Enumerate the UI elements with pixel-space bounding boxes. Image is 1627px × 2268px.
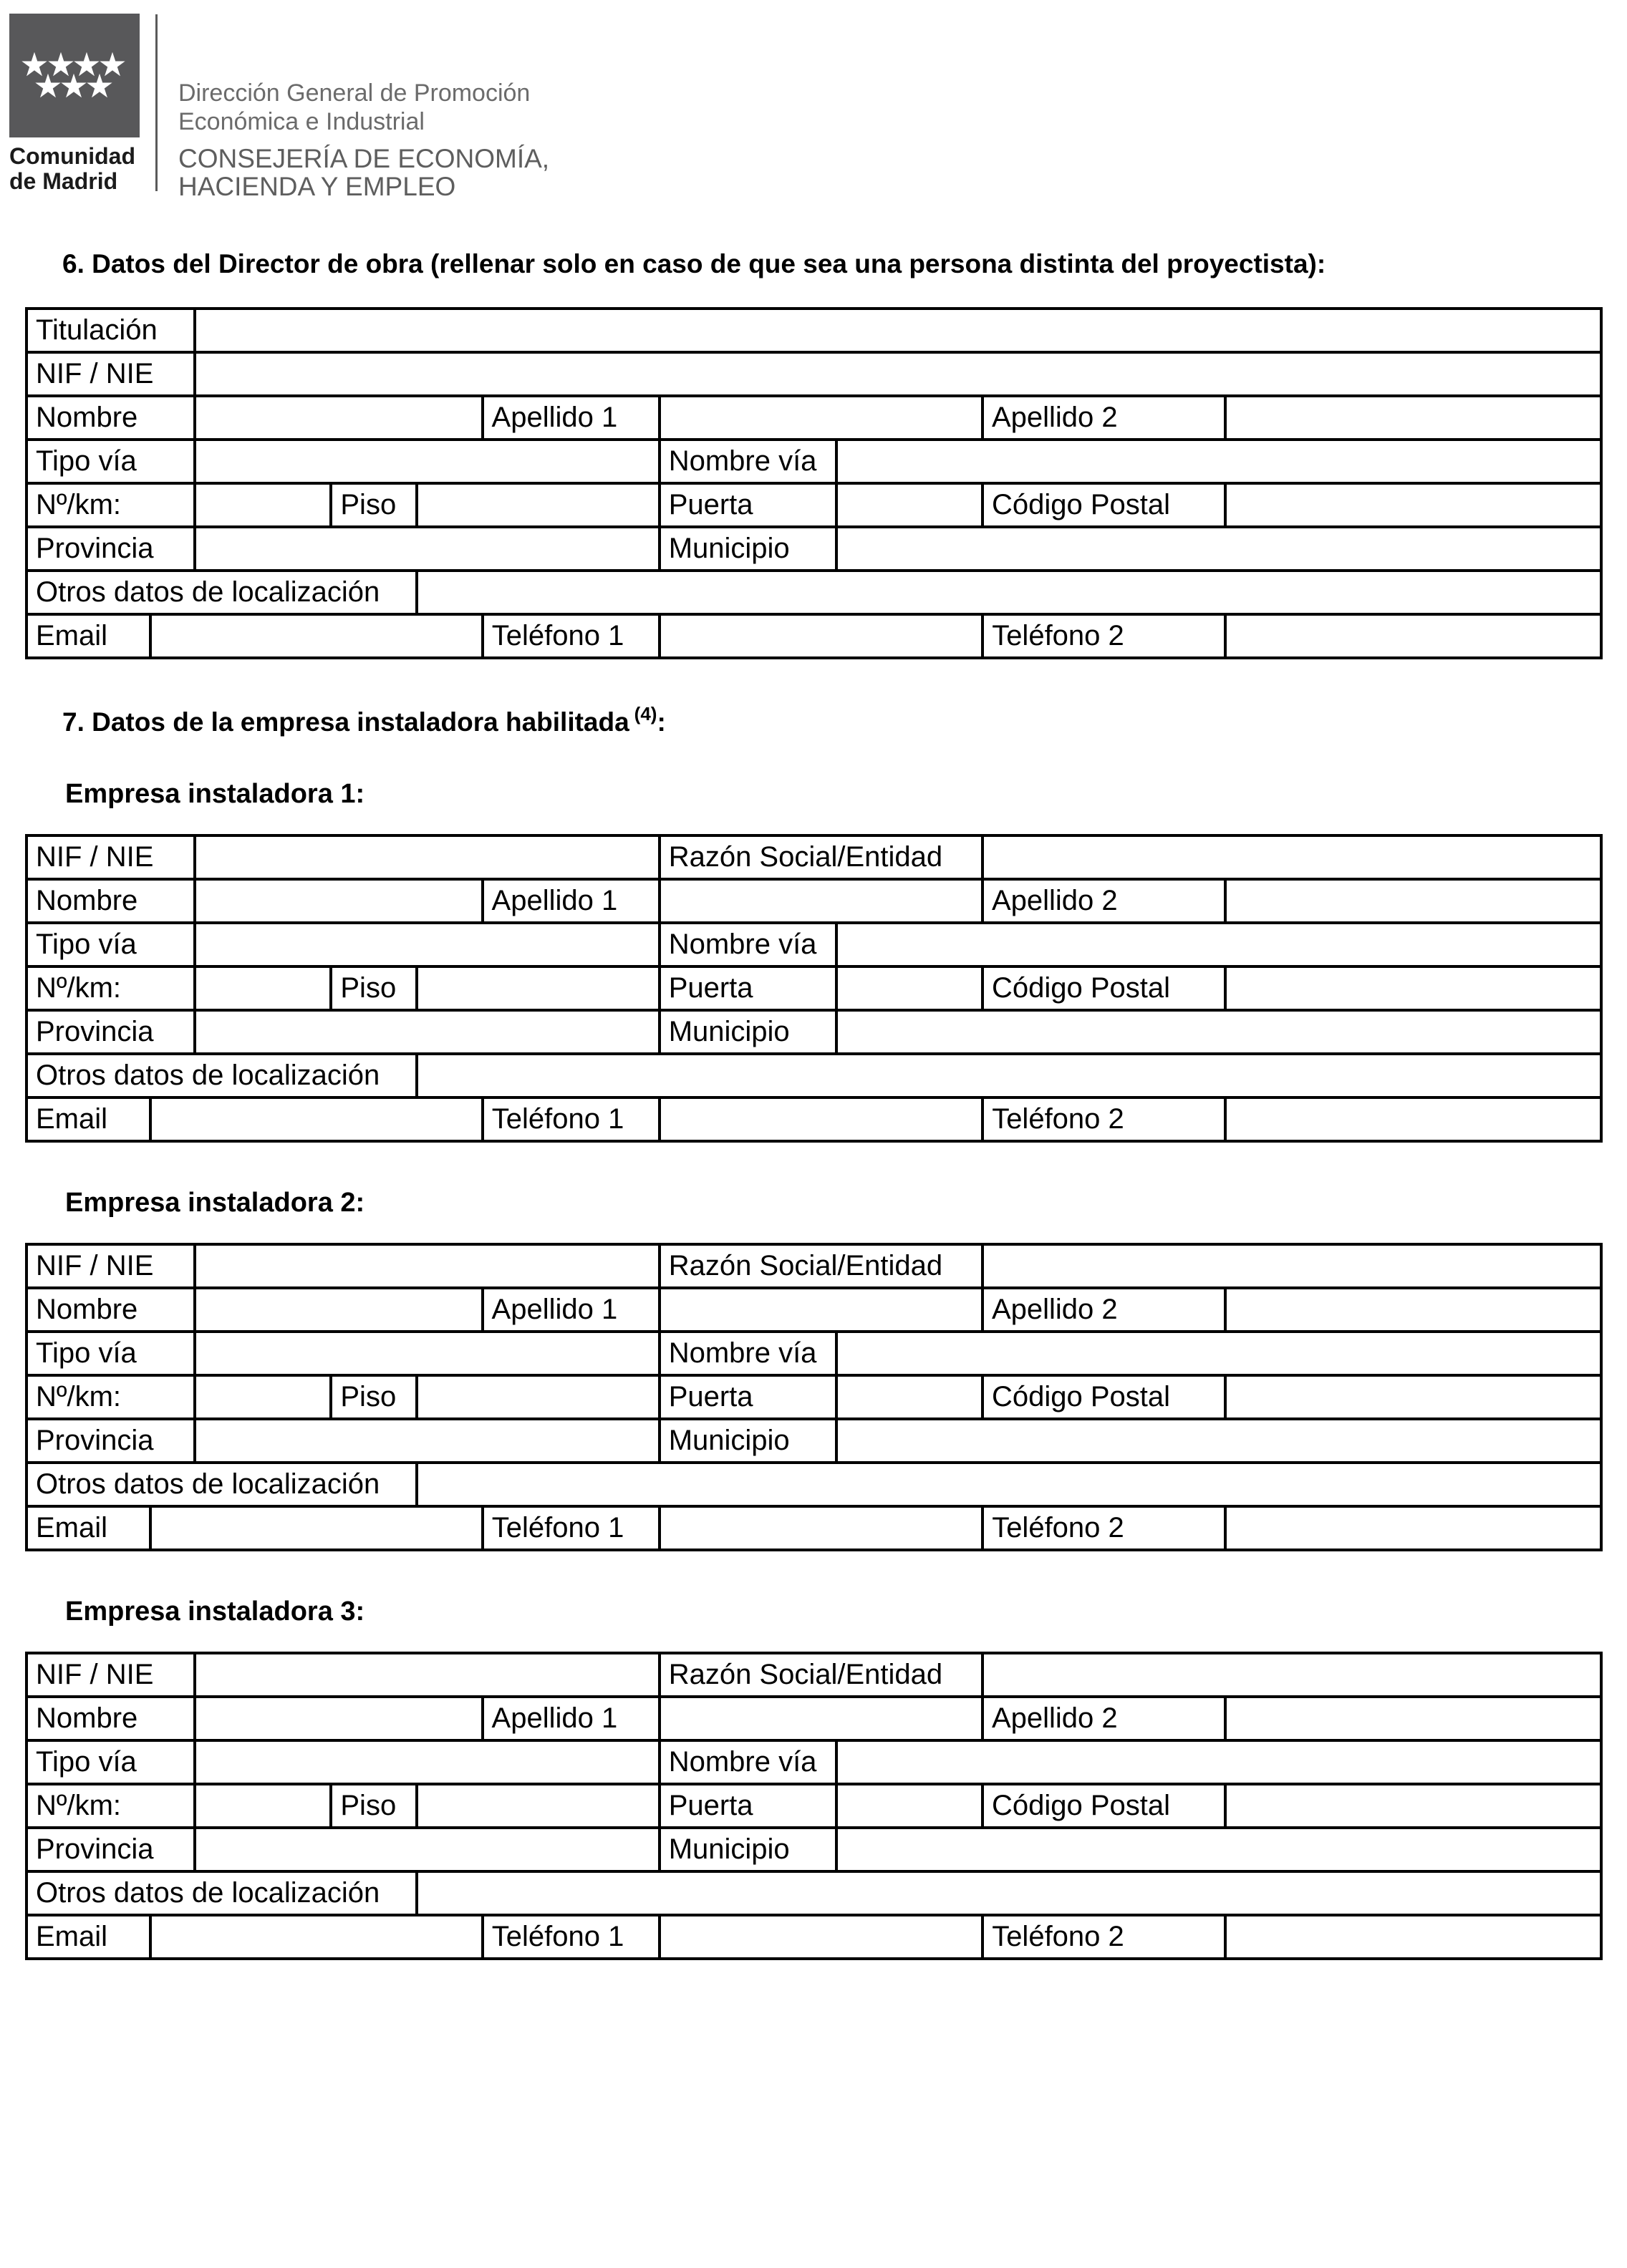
field-apellido-1[interactable] — [661, 1698, 984, 1739]
section6-title: 6. Datos del Director de obra (rellenar solo en caso de que sea una persona distinta del proyectista): — [62, 249, 1326, 278]
field-n-km[interactable] — [196, 1785, 332, 1826]
label-nif-nie: NIF / NIE — [28, 354, 196, 394]
label-telefono-2: Teléfono 2 — [984, 616, 1227, 656]
label-municipio: Municipio — [661, 1829, 838, 1870]
field-codigo-postal[interactable] — [1227, 1785, 1600, 1826]
field-razon-social-entidad[interactable] — [984, 1246, 1600, 1286]
field-n-km[interactable] — [196, 968, 332, 1009]
table-row — [28, 924, 1600, 968]
table-row — [28, 354, 1600, 397]
field-provincia[interactable] — [196, 1829, 661, 1870]
field-apellido-1[interactable] — [661, 1289, 984, 1330]
field-telefono-1[interactable] — [661, 616, 984, 656]
label-municipio: Municipio — [661, 1012, 838, 1052]
label-tipo-via: Tipo vía — [28, 1333, 196, 1374]
label-nif-nie: NIF / NIE — [28, 1654, 196, 1695]
field-tipo-via[interactable] — [196, 924, 661, 965]
label-email: Email — [28, 616, 152, 656]
field-puerta[interactable] — [838, 1377, 984, 1418]
field-apellido-2[interactable] — [1227, 881, 1600, 921]
field-municipio[interactable] — [838, 1012, 1600, 1052]
label-n-km: Nº/km: — [28, 968, 196, 1009]
table-row — [28, 485, 1600, 528]
empresa-instaladora-1-table — [25, 834, 1603, 1143]
table-row — [28, 616, 1600, 656]
field-razon-social-entidad[interactable] — [984, 1654, 1600, 1695]
comunidad-de-madrid-wordmark — [9, 144, 135, 194]
empresa-instaladora-3-table — [25, 1652, 1603, 1960]
field-apellido-2[interactable] — [1227, 397, 1600, 438]
label-piso: Piso — [332, 968, 418, 1009]
table-row — [28, 1742, 1600, 1785]
field-municipio[interactable] — [838, 1829, 1600, 1870]
field-nombre[interactable] — [196, 1698, 483, 1739]
table-row — [28, 1055, 1600, 1099]
label-nombre-via: Nombre vía — [661, 924, 838, 965]
field-nombre-via[interactable] — [838, 441, 1600, 482]
table-row — [28, 1464, 1600, 1508]
label-piso: Piso — [332, 1785, 418, 1826]
field-codigo-postal[interactable] — [1227, 968, 1600, 1009]
field-otros-datos-de-localizacion[interactable] — [418, 1464, 1600, 1505]
table-row — [28, 1785, 1600, 1829]
consejeria-line2: HACIENDA Y EMPLEO — [178, 172, 456, 201]
table-row — [28, 1508, 1600, 1549]
field-telefono-2[interactable] — [1227, 1916, 1600, 1957]
field-nombre-via[interactable] — [838, 1333, 1600, 1374]
label-puerta: Puerta — [661, 1785, 838, 1826]
label-apellido-1: Apellido 1 — [484, 1289, 661, 1330]
field-titulacion[interactable] — [196, 310, 1600, 351]
field-provincia[interactable] — [196, 528, 661, 569]
table-row — [28, 1873, 1600, 1916]
label-razon-social-entidad: Razón Social/Entidad — [661, 1246, 984, 1286]
field-tipo-via[interactable] — [196, 441, 661, 482]
wordmark-line1: Comunidad — [9, 143, 135, 169]
field-tipo-via[interactable] — [196, 1742, 661, 1783]
label-apellido-2: Apellido 2 — [984, 397, 1227, 438]
label-piso: Piso — [332, 485, 418, 525]
table-row — [28, 397, 1600, 441]
label-razon-social-entidad: Razón Social/Entidad — [661, 837, 984, 878]
table-row — [28, 1099, 1600, 1140]
field-puerta[interactable] — [838, 968, 984, 1009]
star-icon: ★ — [59, 67, 89, 105]
label-n-km: Nº/km: — [28, 1785, 196, 1826]
label-tipo-via: Tipo vía — [28, 1742, 196, 1783]
label-telefono-2: Teléfono 2 — [984, 1508, 1227, 1549]
table-row — [28, 310, 1600, 354]
label-puerta: Puerta — [661, 1377, 838, 1418]
table-row — [28, 1698, 1600, 1742]
table-row — [28, 1289, 1600, 1333]
header-divider — [155, 14, 158, 191]
label-provincia: Provincia — [28, 1012, 196, 1052]
field-telefono-2[interactable] — [1227, 1508, 1600, 1549]
field-telefono-1[interactable] — [661, 1916, 984, 1957]
label-apellido-2: Apellido 2 — [984, 1289, 1227, 1330]
field-apellido-1[interactable] — [661, 397, 984, 438]
label-apellido-1: Apellido 1 — [484, 881, 661, 921]
star-icon: ★ — [33, 67, 63, 105]
empresa-instaladora-1-title: Empresa instaladora 1: — [65, 779, 365, 809]
table-row — [28, 1333, 1600, 1377]
label-otros-datos-de-localizacion: Otros datos de localización — [28, 1464, 418, 1505]
field-nombre[interactable] — [196, 1289, 483, 1330]
label-puerta: Puerta — [661, 485, 838, 525]
label-telefono-2: Teléfono 2 — [984, 1916, 1227, 1957]
label-razon-social-entidad: Razón Social/Entidad — [661, 1654, 984, 1695]
field-nif-nie[interactable] — [196, 837, 661, 878]
label-nif-nie: NIF / NIE — [28, 1246, 196, 1286]
direccion-general-line1: Dirección General de Promoción — [178, 79, 531, 107]
label-nif-nie: NIF / NIE — [28, 837, 196, 878]
field-nombre[interactable] — [196, 397, 483, 438]
table-row — [28, 837, 1600, 881]
section7-title-main: 7. Datos de la empresa instaladora habilitada — [62, 707, 629, 737]
field-apellido-2[interactable] — [1227, 1698, 1600, 1739]
field-otros-datos-de-localizacion[interactable] — [418, 1873, 1600, 1914]
label-email: Email — [28, 1508, 152, 1549]
field-piso[interactable] — [418, 1377, 661, 1418]
label-provincia: Provincia — [28, 1420, 196, 1461]
label-telefono-2: Teléfono 2 — [984, 1099, 1227, 1140]
field-telefono-2[interactable] — [1227, 616, 1600, 656]
table-row — [28, 1829, 1600, 1873]
label-apellido-1: Apellido 1 — [484, 1698, 661, 1739]
label-piso: Piso — [332, 1377, 418, 1418]
label-telefono-1: Teléfono 1 — [484, 616, 661, 656]
star-icon: ★ — [46, 46, 76, 83]
empresa-instaladora-2-title: Empresa instaladora 2: — [65, 1188, 365, 1218]
field-otros-datos-de-localizacion[interactable] — [418, 1055, 1600, 1096]
field-municipio[interactable] — [838, 1420, 1600, 1461]
label-titulacion: Titulación — [28, 310, 196, 351]
label-nombre-via: Nombre vía — [661, 1742, 838, 1783]
table-row — [28, 1012, 1600, 1055]
table-row — [28, 1654, 1600, 1698]
label-codigo-postal: Código Postal — [984, 485, 1227, 525]
table-row — [28, 881, 1600, 924]
form-content — [0, 247, 1627, 1960]
label-tipo-via: Tipo vía — [28, 924, 196, 965]
label-codigo-postal: Código Postal — [984, 968, 1227, 1009]
field-email[interactable] — [152, 1508, 483, 1549]
field-nombre[interactable] — [196, 881, 483, 921]
table-row — [28, 572, 1600, 616]
label-nombre-via: Nombre vía — [661, 441, 838, 482]
label-apellido-1: Apellido 1 — [484, 397, 661, 438]
label-codigo-postal: Código Postal — [984, 1785, 1227, 1826]
table-row — [28, 1420, 1600, 1464]
field-nif-nie[interactable] — [196, 354, 1600, 394]
table-row — [28, 968, 1600, 1012]
label-puerta: Puerta — [661, 968, 838, 1009]
label-provincia: Provincia — [28, 528, 196, 569]
field-puerta[interactable] — [838, 1785, 984, 1826]
field-nombre-via[interactable] — [838, 1742, 1600, 1783]
field-apellido-2[interactable] — [1227, 1289, 1600, 1330]
label-municipio: Municipio — [661, 1420, 838, 1461]
field-piso[interactable] — [418, 968, 661, 1009]
page-header — [0, 0, 1627, 215]
label-otros-datos-de-localizacion: Otros datos de localización — [28, 1873, 418, 1914]
field-municipio[interactable] — [838, 528, 1600, 569]
field-piso[interactable] — [418, 485, 661, 525]
table-row — [28, 1916, 1600, 1957]
direccion-general-line2: Económica e Industrial — [178, 108, 425, 135]
star-icon: ★ — [97, 46, 127, 83]
label-nombre: Nombre — [28, 1698, 196, 1739]
field-piso[interactable] — [418, 1785, 661, 1826]
field-razon-social-entidad[interactable] — [984, 837, 1600, 878]
label-telefono-1: Teléfono 1 — [484, 1099, 661, 1140]
empresa-instaladora-2-table — [25, 1243, 1603, 1551]
field-n-km[interactable] — [196, 1377, 332, 1418]
field-nombre-via[interactable] — [838, 924, 1600, 965]
label-municipio: Municipio — [661, 528, 838, 569]
label-n-km: Nº/km: — [28, 1377, 196, 1418]
label-nombre-via: Nombre vía — [661, 1333, 838, 1374]
field-telefono-1[interactable] — [661, 1099, 984, 1140]
table-row — [28, 1377, 1600, 1420]
star-icon: ★ — [85, 67, 115, 105]
label-apellido-2: Apellido 2 — [984, 1698, 1227, 1739]
director-de-obra-table — [25, 307, 1603, 659]
label-n-km: Nº/km: — [28, 485, 196, 525]
field-provincia[interactable] — [196, 1012, 661, 1052]
field-nif-nie[interactable] — [196, 1246, 661, 1286]
label-nombre: Nombre — [28, 881, 196, 921]
label-nombre: Nombre — [28, 397, 196, 438]
consejeria-line1: CONSEJERÍA DE ECONOMÍA, — [178, 144, 550, 173]
label-provincia: Provincia — [28, 1829, 196, 1870]
label-telefono-1: Teléfono 1 — [484, 1508, 661, 1549]
field-nif-nie[interactable] — [196, 1654, 661, 1695]
table-row — [28, 441, 1600, 485]
label-email: Email — [28, 1916, 152, 1957]
field-telefono-1[interactable] — [661, 1508, 984, 1549]
section7-title — [62, 697, 1603, 740]
department-block — [178, 79, 549, 200]
star-icon: ★ — [72, 46, 102, 83]
star-icon: ★ — [19, 46, 49, 83]
field-tipo-via[interactable] — [196, 1333, 661, 1374]
field-codigo-postal[interactable] — [1227, 485, 1600, 525]
field-email[interactable] — [152, 1916, 483, 1957]
table-row — [28, 528, 1600, 572]
table-row — [28, 1246, 1600, 1289]
field-n-km[interactable] — [196, 485, 332, 525]
field-email[interactable] — [152, 616, 483, 656]
section7-title-colon: : — [657, 707, 666, 737]
field-codigo-postal[interactable] — [1227, 1377, 1600, 1418]
label-telefono-1: Teléfono 1 — [484, 1916, 661, 1957]
label-otros-datos-de-localizacion: Otros datos de localización — [28, 572, 418, 613]
label-otros-datos-de-localizacion: Otros datos de localización — [28, 1055, 418, 1096]
field-telefono-2[interactable] — [1227, 1099, 1600, 1140]
wordmark-line2: de Madrid — [9, 168, 118, 194]
label-email: Email — [28, 1099, 152, 1140]
section7-title-footnote: (4) — [634, 703, 657, 724]
label-tipo-via: Tipo vía — [28, 441, 196, 482]
field-apellido-1[interactable] — [661, 881, 984, 921]
label-nombre: Nombre — [28, 1289, 196, 1330]
label-apellido-2: Apellido 2 — [984, 881, 1227, 921]
field-provincia[interactable] — [196, 1420, 661, 1461]
empresa-instaladora-3-title: Empresa instaladora 3: — [65, 1596, 365, 1627]
field-puerta[interactable] — [838, 485, 984, 525]
field-email[interactable] — [152, 1099, 483, 1140]
field-otros-datos-de-localizacion[interactable] — [418, 572, 1600, 613]
label-codigo-postal: Código Postal — [984, 1377, 1227, 1418]
comunidad-de-madrid-flag-icon — [9, 14, 140, 137]
